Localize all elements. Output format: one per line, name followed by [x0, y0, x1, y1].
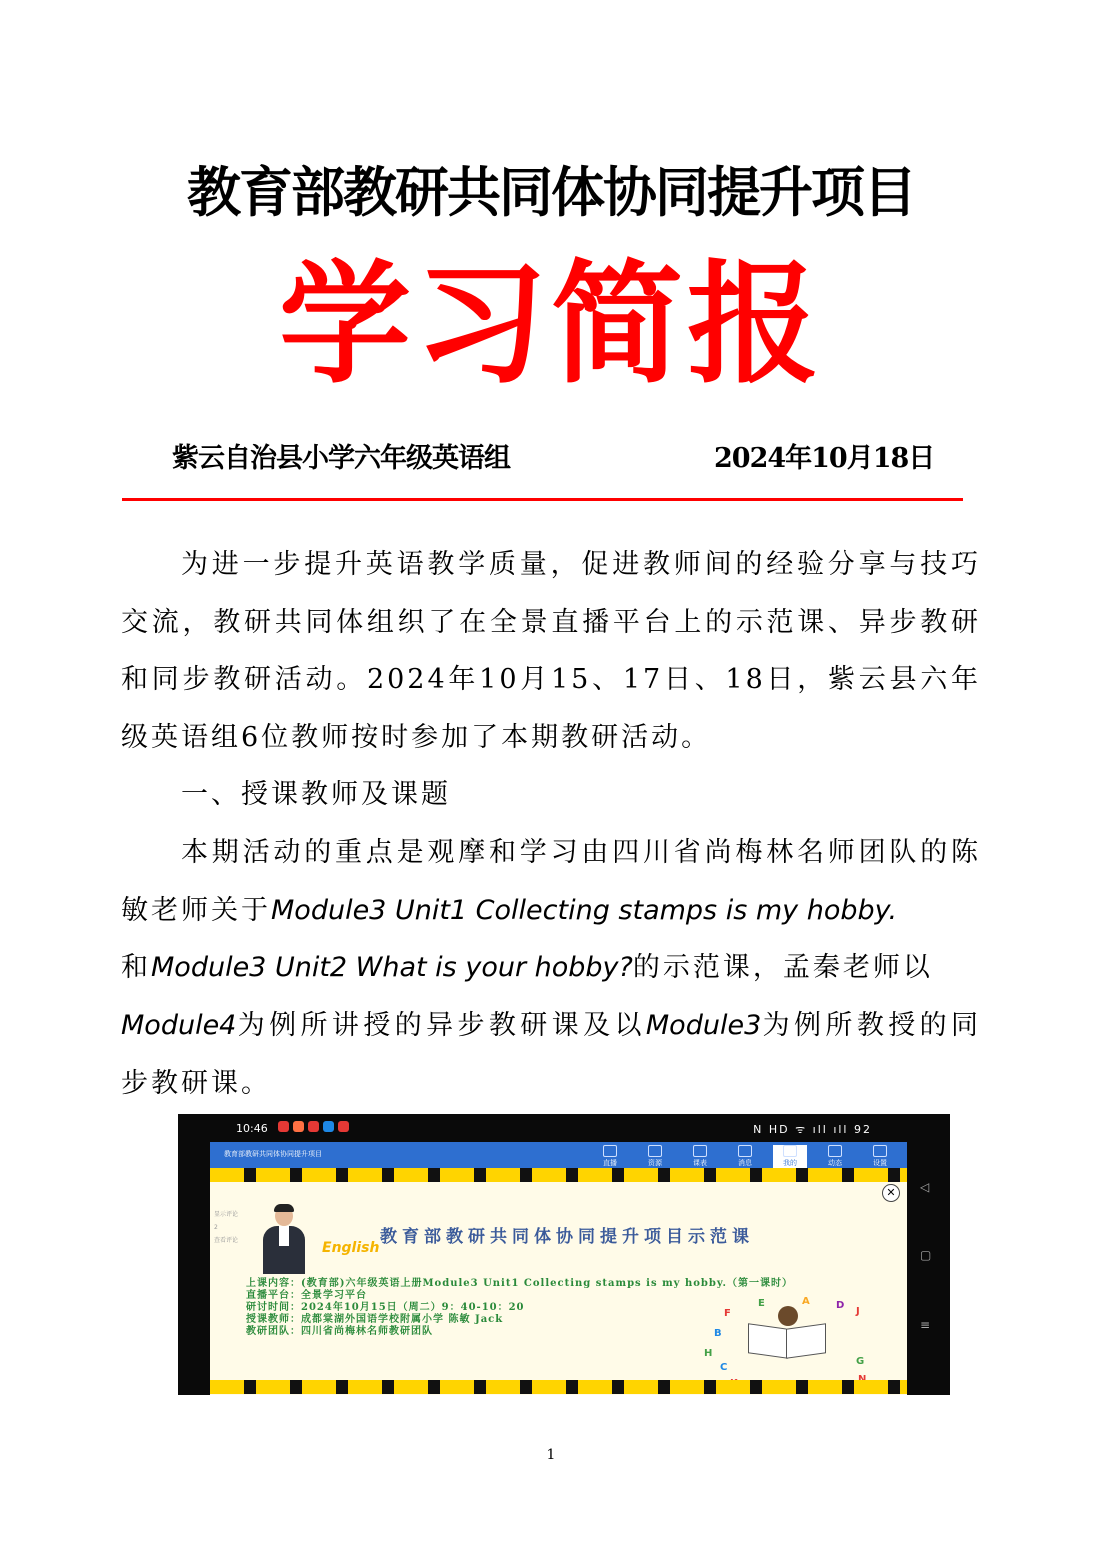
newsletter-title: 学习简报	[279, 248, 823, 402]
nav-item[interactable]	[593, 1145, 627, 1168]
text-run: 本期活动的重点是观摩和学习由四川省尚梅林名师团队的陈敏老师关于	[121, 837, 981, 926]
nav-item[interactable]	[728, 1145, 762, 1168]
letter-a: A	[802, 1296, 810, 1307]
red-divider	[122, 498, 963, 501]
intro-paragraph: 为进一步提升英语教学质量，促进教师间的经验分享与技巧交流，教研共同体组织了在全景直播平台上的示范课、异步教研和同步教研活动。2024年10月15、17日、18日，紫云县六年级英语组6位教师按时参加了本期教研活动。	[121, 549, 981, 754]
kid-figure	[778, 1306, 798, 1326]
text-run: 的示范课，孟秦老师以	[632, 952, 933, 984]
nav-icon	[738, 1145, 752, 1157]
teacher-hair	[274, 1204, 294, 1212]
slide-title: 教育部教研共同体协同提升项目示范课	[380, 1227, 754, 1247]
nav-icon	[648, 1145, 662, 1157]
text-run: 和	[121, 952, 151, 984]
letter-g: G	[856, 1356, 865, 1367]
status-system-icons: N HD ᯤ ıll ıll 92	[753, 1123, 872, 1136]
nav-item[interactable]	[818, 1145, 852, 1168]
organization: 紫云自治县小学六年级英语组	[172, 443, 510, 474]
nav-icon	[603, 1145, 617, 1157]
app-logo: 教育部教研共同体协同提升项目	[224, 1150, 322, 1158]
nav-label: 设置	[873, 1159, 887, 1167]
recents-button[interactable]: ≡	[920, 1318, 931, 1332]
nav-item[interactable]	[863, 1145, 897, 1168]
teacher-shirt	[279, 1226, 289, 1246]
show-comments-tool[interactable]: 显示评论	[214, 1211, 239, 1218]
text-run: 为例所讲授的异步教研课及以	[236, 1010, 646, 1042]
publish-date: 2024年10月18日	[714, 443, 935, 474]
home-button[interactable]: ▢	[920, 1248, 932, 1262]
letter-f: F	[724, 1308, 731, 1319]
nav-item-active[interactable]	[773, 1145, 807, 1168]
module-label: Module4	[121, 1010, 237, 1042]
close-icon[interactable]: ✕	[882, 1184, 900, 1202]
lesson-title-en: Module3 Unit2 What is your hobby?	[151, 952, 633, 984]
nav-label: 我的	[783, 1159, 797, 1167]
module-label: Module3	[645, 1010, 762, 1042]
app-screen	[210, 1142, 907, 1395]
section-heading-1: 一、授课教师及课题	[181, 779, 451, 810]
live-class-screenshot	[178, 1114, 950, 1395]
nav-item[interactable]	[638, 1145, 672, 1168]
slide-info	[246, 1278, 793, 1338]
info-line: 研讨时间：2024年10月15日（周二）9：40-10：20	[246, 1302, 525, 1313]
status-app-icons	[278, 1121, 353, 1135]
nav-label: 资源	[648, 1159, 662, 1167]
letter-j: J	[856, 1306, 860, 1317]
nav-icon	[828, 1145, 842, 1157]
status-time: 10:46	[236, 1122, 268, 1135]
letter-h: H	[704, 1348, 713, 1359]
nav-label: 消息	[738, 1159, 752, 1167]
view-comments-tool[interactable]: 查看评论	[214, 1237, 239, 1244]
lesson-paragraph	[121, 824, 981, 1113]
nav-label: 直播	[603, 1159, 617, 1167]
info-line: 直播平台：全景学习平台	[246, 1290, 367, 1301]
app-icon	[293, 1121, 304, 1132]
nav-item[interactable]	[683, 1145, 717, 1168]
nav-label: 动态	[828, 1159, 842, 1167]
info-line: 上课内容：(教育部)六年级英语上册Module3 Unit1 Collecting stamps is my hobby.（第一课时）	[246, 1278, 794, 1289]
side-toolbar	[214, 1208, 238, 1247]
app-icon	[278, 1121, 289, 1132]
app-icon	[338, 1121, 349, 1132]
back-button[interactable]: ◁	[920, 1180, 930, 1194]
phone-status-bar	[178, 1114, 950, 1142]
letter-c: C	[720, 1362, 728, 1373]
nav-label: 课表	[693, 1159, 707, 1167]
lesson-title-en: Module3 Unit1 Collecting stamps is my hobby.	[271, 894, 898, 926]
app-header	[210, 1142, 907, 1168]
nav-icon	[873, 1145, 887, 1157]
app-icon	[308, 1121, 319, 1132]
letter-d: D	[836, 1300, 845, 1311]
teacher-photo	[260, 1204, 308, 1274]
info-line: 授课教师：成都棠湖外国语学校附属小学 陈敏 Jack	[246, 1314, 504, 1325]
reading-kids-illustration	[740, 1302, 830, 1362]
nav-icon	[693, 1145, 707, 1157]
english-logo: English	[322, 1240, 380, 1256]
decor-stripe	[210, 1168, 907, 1182]
info-line: 教研团队：四川省尚梅林名师教研团队	[246, 1326, 433, 1337]
letter-e: E	[758, 1298, 765, 1309]
book-page	[748, 1323, 788, 1359]
comment-count: 2	[214, 1224, 218, 1231]
nav-icon	[783, 1145, 797, 1157]
decor-stripe	[210, 1380, 907, 1394]
document-title: 教育部教研共同体协同提升项目	[187, 161, 915, 224]
page-number: 1	[546, 1447, 556, 1463]
letter-b: B	[714, 1328, 722, 1339]
text-run: 为例所教授的同步教研课。	[121, 1010, 982, 1099]
book-page	[786, 1323, 826, 1359]
app-icon	[323, 1121, 334, 1132]
